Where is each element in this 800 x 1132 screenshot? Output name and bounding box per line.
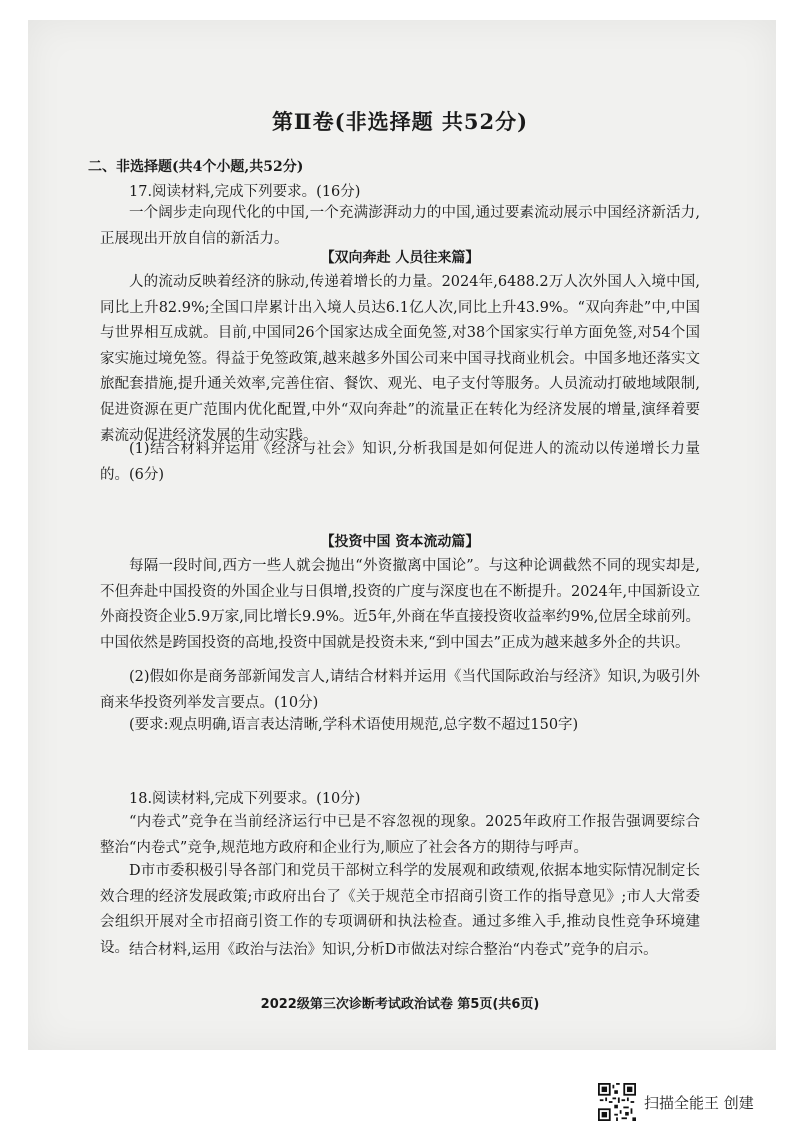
- q18-para1: “内卷式”竞争在当前经济运行中已是不容忽视的现象。2025年政府工作报告强调要综合整治“内卷式”竞争,规范地方政府和企业行为,顺应了社会各方的期待与呼声。: [100, 814, 700, 856]
- q18-question: 结合材料,运用《政治与法治》知识,分析D市做法对综合整治“内卷式”竞争的启示。: [129, 942, 658, 958]
- q17-question1: (1)结合材料并运用《经济与社会》知识,分析我国是如何促进人的流动以传递增长力量的。(6分): [100, 441, 700, 483]
- q17-part1-heading: 【双向奔赴 人员往来篇】: [320, 250, 480, 266]
- q17-part2-text: 每隔一段时间,西方一些人就会抛出“外资撤离中国论”。与这种论调截然不同的现实却是,不但奔赴中国投资的外国企业与日俱增,投资的广度与深度也在不断提升。2024年,中国新设立外商投资企业5.9万家,同比增长9.9%。近5年,外商在华直接投资收益率约9%,位居全球前列。中国依然是跨国投资的高地,投资中国就是投资未来,“到中国去”正成为越来越多外企的共识。: [100, 558, 700, 651]
- q18-para2: D市市委积极引导各部门和党员干部树立科学的发展观和政绩观,依据本地实际情况制定长效合理的经济发展政策;市政府出台了《关于规范全市招商引资工作的指导意见》;市人大常委会组织开展对全市招商引资工作的专项调研和执法检查。通过多维入手,推动良性竞争环境建设。: [100, 863, 700, 956]
- section-heading: 二、非选择题(共4个小题,共52分): [88, 159, 304, 175]
- page-title: 第Ⅱ卷(非选择题 共52分): [271, 109, 529, 134]
- watermark-text: 扫描全能王 创建: [644, 1093, 754, 1112]
- qr-code-icon: [598, 1083, 636, 1121]
- q17-requirement: (要求:观点明确,语言表达清晰,学科术语使用规范,总字数不超过150字): [129, 717, 579, 733]
- q17-intro: 一个阔步走向现代化的中国,一个充满澎湃动力的中国,通过要素流动展示中国经济新活力,正展现出开放自信的新活力。: [100, 205, 700, 247]
- q17-part2-heading: 【投资中国 资本流动篇】: [320, 534, 480, 550]
- q18-prompt: 18.阅读材料,完成下列要求。(10分): [129, 791, 361, 807]
- q17-question2: (2)假如你是商务部新闻发言人,请结合材料并运用《当代国际政治与经济》知识,为吸引外商来华投资列举发言要点。(10分): [100, 669, 700, 711]
- page-footer: 2022级第三次诊断考试政治试卷 第5页(共6页): [260, 997, 540, 1012]
- q17-prompt: 17.阅读材料,完成下列要求。(16分): [129, 184, 361, 200]
- scanner-watermark: [598, 1082, 754, 1122]
- q17-part1-text: 人的流动反映着经济的脉动,传递着增长的力量。2024年,6488.2万人次外国人入境中国,同比上升82.9%;全国口岸累计出入境人员达6.1亿人次,同比上升43.9%。“双向奔赴”中,中国与世界相互成就。目前,中国同26个国家达成全面免签,对38个国家实行单方面免签,对54个国家实施过境免签。得益于免签政策,越来越多外国公司来中国寻找商业机会。中国多地还落实文旅配套措施,提升通关效率,完善住宿、餐饮、观光、电子支付等服务。人员流动打破地域限制,促进资源在更广范围内优化配置,中外“双向奔赴”的流量正在转化为经济发展的增量,演绎着要素流动促进经济发展的生动实践。: [100, 274, 700, 444]
